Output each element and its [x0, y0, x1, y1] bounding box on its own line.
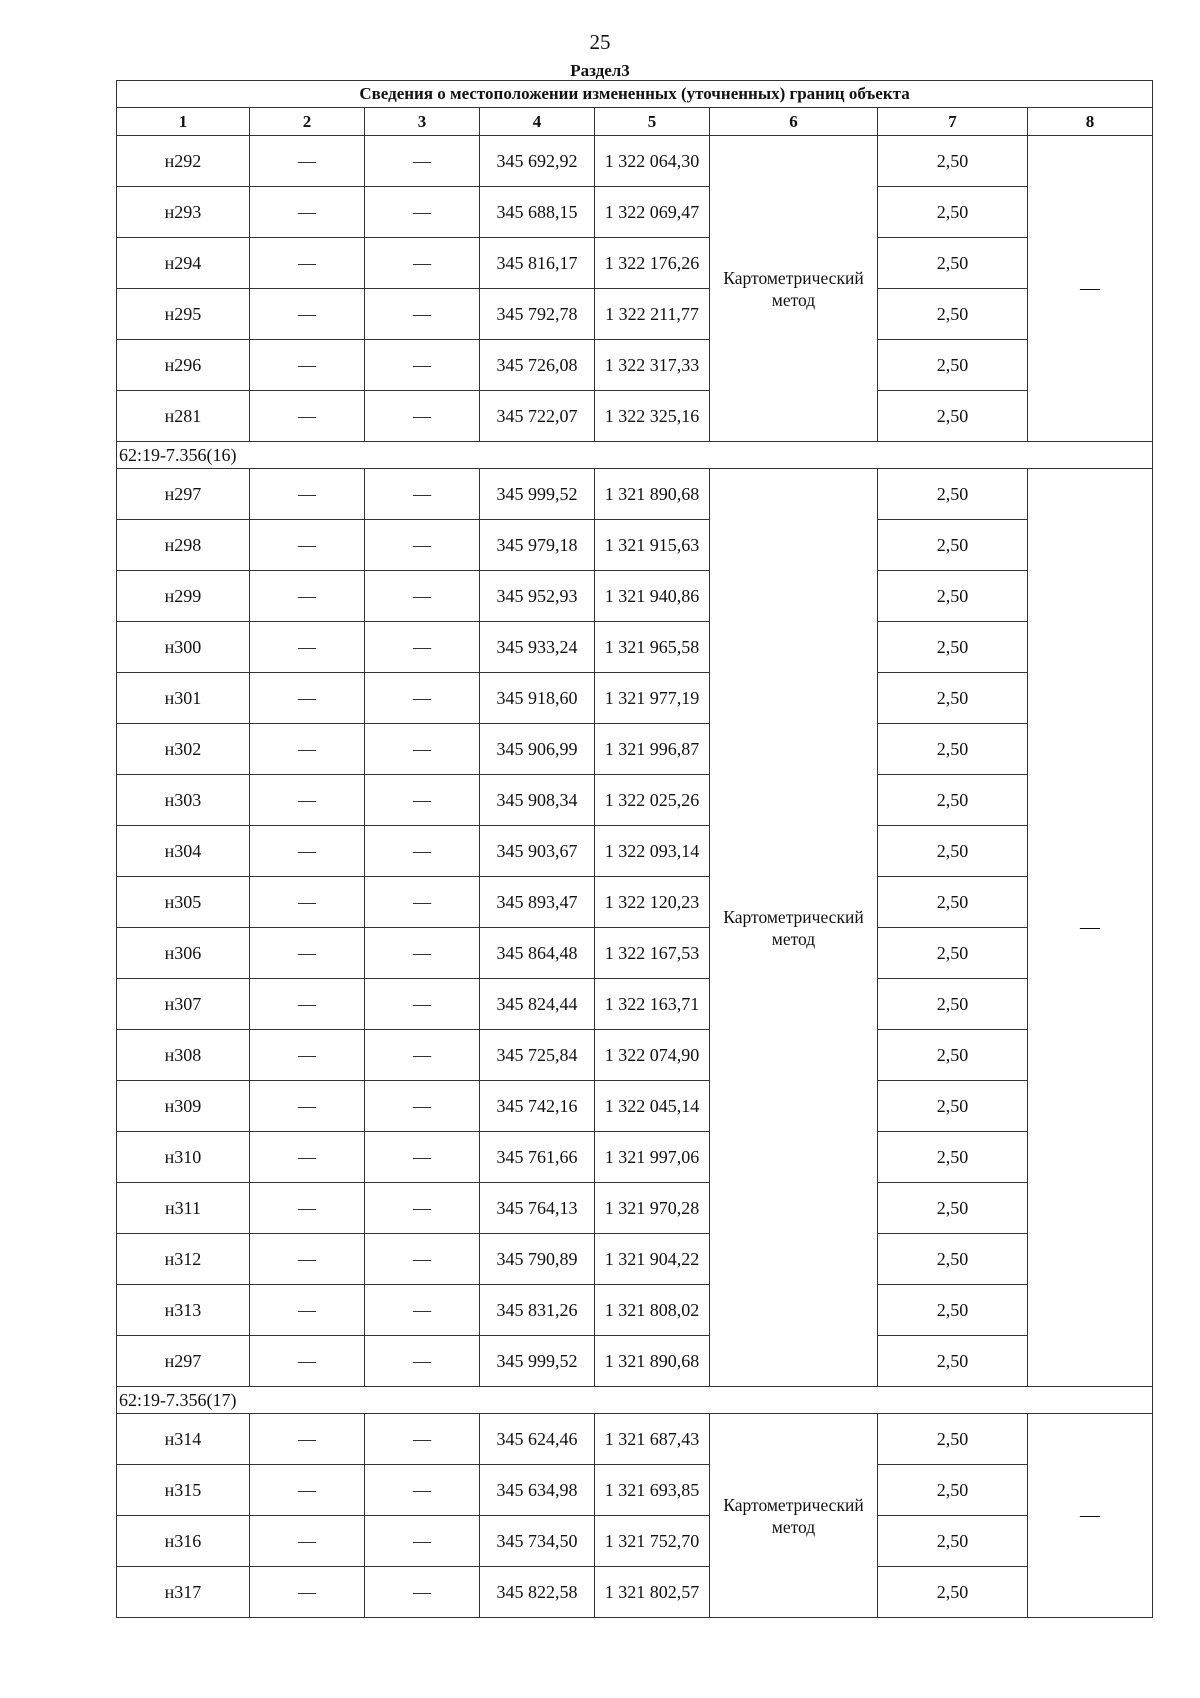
cell-col-2: —	[250, 238, 365, 289]
point-label: н295	[117, 289, 250, 340]
accuracy-value: 2,50	[878, 1465, 1028, 1516]
cell-col-2: —	[250, 877, 365, 928]
coordinate-x: 1 322 325,16	[595, 391, 710, 442]
cell-col-2: —	[250, 571, 365, 622]
cell-col-3: —	[365, 1132, 480, 1183]
coordinate-y: 345 742,16	[480, 1081, 595, 1132]
column-number-8: 8	[1028, 108, 1153, 136]
cell-col-3: —	[365, 1030, 480, 1081]
coordinate-y: 345 634,98	[480, 1465, 595, 1516]
accuracy-value: 2,50	[878, 928, 1028, 979]
point-label: н294	[117, 238, 250, 289]
point-label: н281	[117, 391, 250, 442]
parcel-group-header-row	[117, 442, 1153, 469]
cell-col-3: —	[365, 1516, 480, 1567]
table-row	[117, 520, 1153, 571]
accuracy-value: 2,50	[878, 1132, 1028, 1183]
coordinate-x: 1 321 802,57	[595, 1567, 710, 1618]
table-row	[117, 979, 1153, 1030]
cell-col-3: —	[365, 775, 480, 826]
note-cell: —	[1028, 1414, 1153, 1618]
cell-col-2: —	[250, 187, 365, 238]
section-title: Раздел3	[570, 61, 630, 80]
parcel-group-header-row	[117, 1387, 1153, 1414]
point-label: н292	[117, 136, 250, 187]
coordinate-x: 1 322 176,26	[595, 238, 710, 289]
point-label: н306	[117, 928, 250, 979]
table-row	[117, 877, 1153, 928]
column-number-7: 7	[878, 108, 1028, 136]
accuracy-value: 2,50	[878, 1081, 1028, 1132]
point-label: н300	[117, 622, 250, 673]
accuracy-value: 2,50	[878, 1183, 1028, 1234]
coordinate-y: 345 908,34	[480, 775, 595, 826]
coordinate-y: 345 790,89	[480, 1234, 595, 1285]
accuracy-value: 2,50	[878, 1567, 1028, 1618]
cell-col-2: —	[250, 673, 365, 724]
cell-col-3: —	[365, 289, 480, 340]
point-label: н305	[117, 877, 250, 928]
accuracy-value: 2,50	[878, 1516, 1028, 1567]
cell-col-3: —	[365, 673, 480, 724]
cell-col-2: —	[250, 1183, 365, 1234]
page-number: 25	[589, 30, 611, 54]
cell-col-2: —	[250, 622, 365, 673]
coordinate-x: 1 322 317,33	[595, 340, 710, 391]
cell-col-2: —	[250, 520, 365, 571]
coordinate-x: 1 322 167,53	[595, 928, 710, 979]
accuracy-value: 2,50	[878, 238, 1028, 289]
point-label: н313	[117, 1285, 250, 1336]
point-label: н303	[117, 775, 250, 826]
coordinate-y: 345 692,92	[480, 136, 595, 187]
point-label: н317	[117, 1567, 250, 1618]
coordinate-y: 345 816,17	[480, 238, 595, 289]
point-label: н302	[117, 724, 250, 775]
accuracy-value: 2,50	[878, 979, 1028, 1030]
cell-col-2: —	[250, 928, 365, 979]
accuracy-value: 2,50	[878, 1414, 1028, 1465]
cell-col-3: —	[365, 979, 480, 1030]
coordinate-x: 1 321 693,85	[595, 1465, 710, 1516]
table-row	[117, 238, 1153, 289]
coordinate-y: 345 792,78	[480, 289, 595, 340]
table-row	[117, 289, 1153, 340]
cell-col-3: —	[365, 1336, 480, 1387]
accuracy-value: 2,50	[878, 673, 1028, 724]
column-number-1: 1	[117, 108, 250, 136]
cell-col-3: —	[365, 340, 480, 391]
cell-col-2: —	[250, 136, 365, 187]
table-row	[117, 1183, 1153, 1234]
accuracy-value: 2,50	[878, 775, 1028, 826]
point-label: н314	[117, 1414, 250, 1465]
coordinate-y: 345 999,52	[480, 469, 595, 520]
cell-col-3: —	[365, 1465, 480, 1516]
coordinate-y: 345 624,46	[480, 1414, 595, 1465]
cell-col-3: —	[365, 238, 480, 289]
coordinate-y: 345 918,60	[480, 673, 595, 724]
cell-col-3: —	[365, 187, 480, 238]
accuracy-value: 2,50	[878, 724, 1028, 775]
note-cell: —	[1028, 136, 1153, 442]
table-row	[117, 622, 1153, 673]
cell-col-3: —	[365, 469, 480, 520]
accuracy-value: 2,50	[878, 1234, 1028, 1285]
cell-col-2: —	[250, 775, 365, 826]
coordinate-x: 1 321 997,06	[595, 1132, 710, 1183]
table-row	[117, 724, 1153, 775]
method-text: Картометрический метод	[723, 906, 864, 949]
coordinate-y: 345 722,07	[480, 391, 595, 442]
cell-col-3: —	[365, 520, 480, 571]
point-label: н309	[117, 1081, 250, 1132]
cell-col-3: —	[365, 1414, 480, 1465]
coordinate-y: 345 761,66	[480, 1132, 595, 1183]
column-number-6: 6	[710, 108, 878, 136]
cell-col-3: —	[365, 928, 480, 979]
accuracy-value: 2,50	[878, 622, 1028, 673]
cell-col-2: —	[250, 1132, 365, 1183]
point-label: н307	[117, 979, 250, 1030]
cell-col-2: —	[250, 469, 365, 520]
point-label: н298	[117, 520, 250, 571]
coordinate-y: 345 893,47	[480, 877, 595, 928]
cell-col-3: —	[365, 1081, 480, 1132]
point-label: н297	[117, 469, 250, 520]
table-row	[117, 1414, 1153, 1465]
accuracy-value: 2,50	[878, 826, 1028, 877]
cell-col-2: —	[250, 724, 365, 775]
cell-col-3: —	[365, 571, 480, 622]
coordinate-y: 345 979,18	[480, 520, 595, 571]
cell-col-3: —	[365, 622, 480, 673]
accuracy-value: 2,50	[878, 1285, 1028, 1336]
coordinate-x: 1 321 904,22	[595, 1234, 710, 1285]
coordinate-x: 1 322 064,30	[595, 136, 710, 187]
cell-col-2: —	[250, 1465, 365, 1516]
coordinate-x: 1 321 752,70	[595, 1516, 710, 1567]
coordinate-y: 345 764,13	[480, 1183, 595, 1234]
method-cell	[710, 136, 878, 442]
coordinate-x: 1 321 808,02	[595, 1285, 710, 1336]
accuracy-value: 2,50	[878, 571, 1028, 622]
table-row	[117, 775, 1153, 826]
coordinate-y: 345 726,08	[480, 340, 595, 391]
coordinate-y: 345 734,50	[480, 1516, 595, 1567]
table-row	[117, 1567, 1153, 1618]
coordinate-x: 1 321 890,68	[595, 1336, 710, 1387]
cell-col-3: —	[365, 136, 480, 187]
point-label: н310	[117, 1132, 250, 1183]
cell-col-3: —	[365, 1183, 480, 1234]
cell-col-2: —	[250, 1285, 365, 1336]
table-row	[117, 391, 1153, 442]
point-label: н316	[117, 1516, 250, 1567]
coordinate-x: 1 321 977,19	[595, 673, 710, 724]
cell-col-3: —	[365, 391, 480, 442]
coordinate-x: 1 322 120,23	[595, 877, 710, 928]
method-text: Картометрический метод	[723, 1494, 864, 1537]
coordinate-y: 345 903,67	[480, 826, 595, 877]
coordinate-x: 1 321 996,87	[595, 724, 710, 775]
cell-col-2: —	[250, 1567, 365, 1618]
column-number-2: 2	[250, 108, 365, 136]
table-row	[117, 571, 1153, 622]
cell-col-2: —	[250, 1081, 365, 1132]
accuracy-value: 2,50	[878, 289, 1028, 340]
table-row	[117, 187, 1153, 238]
cell-col-2: —	[250, 391, 365, 442]
method-cell	[710, 469, 878, 1387]
point-label: н301	[117, 673, 250, 724]
column-number-4: 4	[480, 108, 595, 136]
table-row	[117, 469, 1153, 520]
accuracy-value: 2,50	[878, 877, 1028, 928]
point-label: н297	[117, 1336, 250, 1387]
table-row	[117, 1081, 1153, 1132]
method-cell	[710, 1414, 878, 1618]
cell-col-3: —	[365, 877, 480, 928]
cell-col-2: —	[250, 1234, 365, 1285]
coordinate-y: 345 688,15	[480, 187, 595, 238]
table-row	[117, 1465, 1153, 1516]
table-body	[117, 136, 1153, 1618]
cell-col-2: —	[250, 1336, 365, 1387]
cell-col-3: —	[365, 1285, 480, 1336]
coordinate-x: 1 322 069,47	[595, 187, 710, 238]
accuracy-value: 2,50	[878, 340, 1028, 391]
table-row	[117, 1132, 1153, 1183]
coordinate-x: 1 322 093,14	[595, 826, 710, 877]
column-number-row	[117, 108, 1153, 136]
coordinate-x: 1 321 940,86	[595, 571, 710, 622]
coordinate-y: 345 725,84	[480, 1030, 595, 1081]
coordinate-x: 1 321 687,43	[595, 1414, 710, 1465]
coordinate-y: 345 906,99	[480, 724, 595, 775]
cell-col-2: —	[250, 289, 365, 340]
coordinate-y: 345 824,44	[480, 979, 595, 1030]
table-row	[117, 826, 1153, 877]
table-row	[117, 1516, 1153, 1567]
cell-col-2: —	[250, 1414, 365, 1465]
method-text: Картометрический метод	[723, 267, 864, 310]
table-caption: Сведения о местоположении измененных (уточненных) границ объекта	[117, 81, 1153, 108]
accuracy-value: 2,50	[878, 1336, 1028, 1387]
cell-col-2: —	[250, 1516, 365, 1567]
point-label: н308	[117, 1030, 250, 1081]
accuracy-value: 2,50	[878, 187, 1028, 238]
coordinate-x: 1 322 025,26	[595, 775, 710, 826]
accuracy-value: 2,50	[878, 136, 1028, 187]
accuracy-value: 2,50	[878, 1030, 1028, 1081]
coordinate-x: 1 322 074,90	[595, 1030, 710, 1081]
cell-col-3: —	[365, 724, 480, 775]
coordinate-y: 345 864,48	[480, 928, 595, 979]
cell-col-2: —	[250, 340, 365, 391]
parcel-number: 62:19-7.356(17)	[117, 1387, 1153, 1414]
cell-col-2: —	[250, 1030, 365, 1081]
column-number-3: 3	[365, 108, 480, 136]
point-label: н311	[117, 1183, 250, 1234]
point-label: н312	[117, 1234, 250, 1285]
table-row	[117, 1234, 1153, 1285]
accuracy-value: 2,50	[878, 520, 1028, 571]
coordinate-y: 345 999,52	[480, 1336, 595, 1387]
coordinate-x: 1 321 970,28	[595, 1183, 710, 1234]
table-row	[117, 136, 1153, 187]
coordinate-x: 1 321 890,68	[595, 469, 710, 520]
coordinate-x: 1 321 915,63	[595, 520, 710, 571]
coordinate-y: 345 933,24	[480, 622, 595, 673]
table-row	[117, 1336, 1153, 1387]
point-label: н299	[117, 571, 250, 622]
coordinate-y: 345 831,26	[480, 1285, 595, 1336]
column-number-5: 5	[595, 108, 710, 136]
accuracy-value: 2,50	[878, 469, 1028, 520]
table-row	[117, 928, 1153, 979]
coordinate-x: 1 322 211,77	[595, 289, 710, 340]
coordinate-y: 345 822,58	[480, 1567, 595, 1618]
parcel-number: 62:19-7.356(16)	[117, 442, 1153, 469]
coordinate-y: 345 952,93	[480, 571, 595, 622]
table-row	[117, 340, 1153, 391]
coordinate-x: 1 321 965,58	[595, 622, 710, 673]
cell-col-2: —	[250, 979, 365, 1030]
accuracy-value: 2,50	[878, 391, 1028, 442]
table-row	[117, 1285, 1153, 1336]
cell-col-3: —	[365, 1234, 480, 1285]
cell-col-2: —	[250, 826, 365, 877]
table-row	[117, 1030, 1153, 1081]
coordinate-x: 1 322 045,14	[595, 1081, 710, 1132]
point-label: н315	[117, 1465, 250, 1516]
point-label: н293	[117, 187, 250, 238]
boundary-coordinates-table	[116, 80, 1153, 1618]
note-cell: —	[1028, 469, 1153, 1387]
point-label: н304	[117, 826, 250, 877]
coordinate-x: 1 322 163,71	[595, 979, 710, 1030]
table-row	[117, 673, 1153, 724]
cell-col-3: —	[365, 1567, 480, 1618]
point-label: н296	[117, 340, 250, 391]
cell-col-3: —	[365, 826, 480, 877]
